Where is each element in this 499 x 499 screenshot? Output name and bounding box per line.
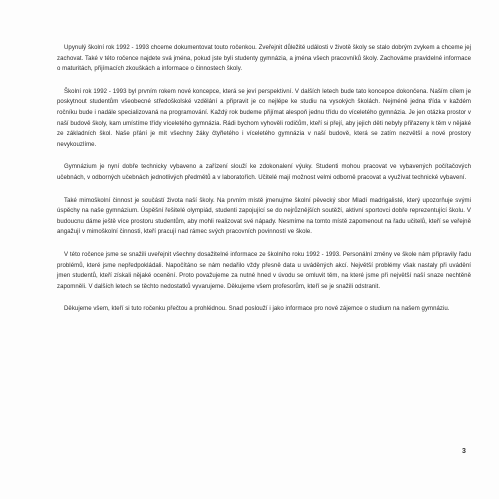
paragraph-intro: Upynulý školní rok 1992 - 1993 chceme dokumentovat touto ročenkou. Zveřejnit důležité události v životě školy se stalo dobrým zvykem a chceme jej zachovat. Také v této ročence najdete svá jména, pokud jste byli studenty gymnázia, a jména všech pracovníků školy. Zachováme pravidelné informace o maturitách, přijímacích zkouškách a informace o činnostech školy.	[57, 45, 471, 73]
paragraph-apology: V této ročence jsme se snažili uveřejnit všechny dosažitelné informace ze školního roku 1992 - 1993. Personální změny ve škole nám připravily řadu problémů, které jsme nepředpokládali. Napočítáno se nám nedařilo vždy přesně data u uváděných akcí. Největší problémy však nastaly při uvádění jmen studentů, kteří získali nějaké ocenění. Proto považujeme za nutné hned v úvodu se omluvit těm, na které jsme při největší naší snaze nechtěně zapomněli. V dalších letech se těchto nedostatků vyvarujeme. Děkujeme všem profesorům, kteří se je snažili odstranit.	[57, 251, 471, 290]
paragraph-extracurricular: Také mimoškolní činnost je součástí života naší školy. Na prvním místě jmenujme školní pěvecký sbor Mladí madrigalisté, který upozorňuje svými úspěchy na naše gymnázium. Úspěšní řešitelé olympiád, studenti zapojující se do nejrůznějších soutěží, aktivní sportovci dobře reprezentující školu. V budoucnu dáme ještě více prostoru studentům, aby mohli realizovat své nápady. Nesmíme na tomto místě zapomenout na řadu učitelů, kteří se veřejně angažují v mimoškolní činnosti, kteří pracují nad rámec svých pracovních povinností ve škole.	[57, 197, 471, 236]
paragraph-thanks: Děkujeme všem, kteří si tuto ročenku přečtou a prohlédnou. Snad poslouží i jako informace pro nové zájemce o studium na našem gymnáziu.	[64, 306, 450, 313]
document-body	[57, 43, 471, 327]
paragraph-concept: Školní rok 1992 - 1993 byl prvním rokem nové koncepce, která se jeví perspektivní. V dalších letech bude tato koncepce dokončena. Naším cílem je poskytnout studentům všeobecné středoškolské vzdělání a připravit je co nejlépe ke studiu na vysokých školách. Nejméně jedna třída v každém ročníku bude i nadále specializovaná na programování. Každý rok budeme přijímat alespoň jednu třídu do víceletého gymnázia. Je jen otázka prostor v naší budově školy, kam umístíme třídy víceletého gymnázia. Rádi bychom vyhověli rodičům, kteří si přejí, aby jejich děti nebyly přiřazeny k těm v nějaké ze základních škol. Naše přání je mít všechny žáky čtyřletého i víceletého gymnázia v naší budově, která se zatím nezvětší a nové prostory nevykouzlíme.	[57, 88, 471, 148]
paragraph-equipment: Gymnázium je nyní dobře technicky vybaveno a zařízení slouží ke zdokonalení výuky. Studenti mohou pracovat ve vybavených počítačových učebnách, v odborných učebnách jednotlivých předmětů a v laboratořích. Učitelé mají možnost velmi odborně pracovat a využívat technické vybavení.	[57, 164, 471, 181]
page-number: 3	[462, 448, 466, 455]
